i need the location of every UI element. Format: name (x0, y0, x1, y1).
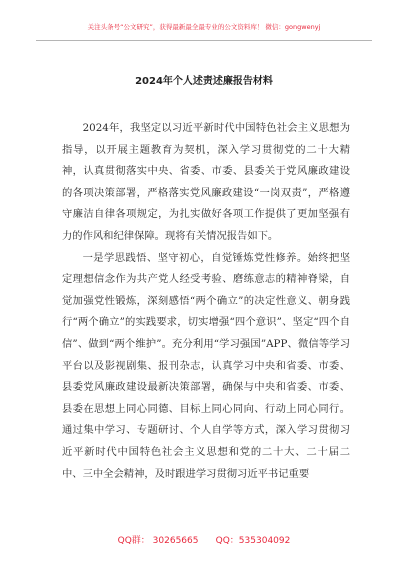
paragraph-section-one: 一是学思践悟、坚守初心，自觉锤炼党性修养。始终把坚定理想信念作为共产党人经受考验、磨练意志的精神脊梁，自觉加强党性锻炼，深刻感悟“两个确立”的决定性意义、朝身践行“两个确立”的实践要求，切实增强“四个意识”、坚定“四个自信”、做到“两个维护”。充分利用“学习强国”APP、微信等学习平台以及影视剧集、报刊杂志，认真学习中央和省委、市委、县委党风廉政建设最新决策部署，确保与中央和省委、市委、县委在思想上同心同德、目标上同心同向、行动上同心同行。通过集中学习、专题研讨、个人自学等方式，深入学习贯彻习近平新时代中国特色社会主义思想和党的二十大、二十届二中、三中全会精神，及时跟进学习贯彻习近平书记重要 (62, 251, 350, 480)
document-title: 2024年个人述责述廉报告材料 (135, 76, 273, 87)
paragraph-intro: 2024年，我坚定以习近平新时代中国特色社会主义思想为指导，以开展主题教育为契机，深入学习贯彻党的二十大精神，认真贯彻落实中央、省委、市委、县委关于党风廉政建设的各项决策部署，严格落实党风廉政建设“一岗双责”，严格遵守廉洁自律各项规定，为扎实做好各项工作提供了更加坚强有力的作风和纪律保障。现将有关情况报告如下。 (62, 122, 350, 242)
header-banner: 关注头条号“公文研究”，获得最新最全最专业的公文资料库！ 微信：gongwenyj (87, 23, 321, 31)
document-body (62, 118, 350, 485)
footer-contact: QQ群： 30265665 QQ：535304092 (117, 536, 291, 546)
header-divider (36, 40, 372, 41)
